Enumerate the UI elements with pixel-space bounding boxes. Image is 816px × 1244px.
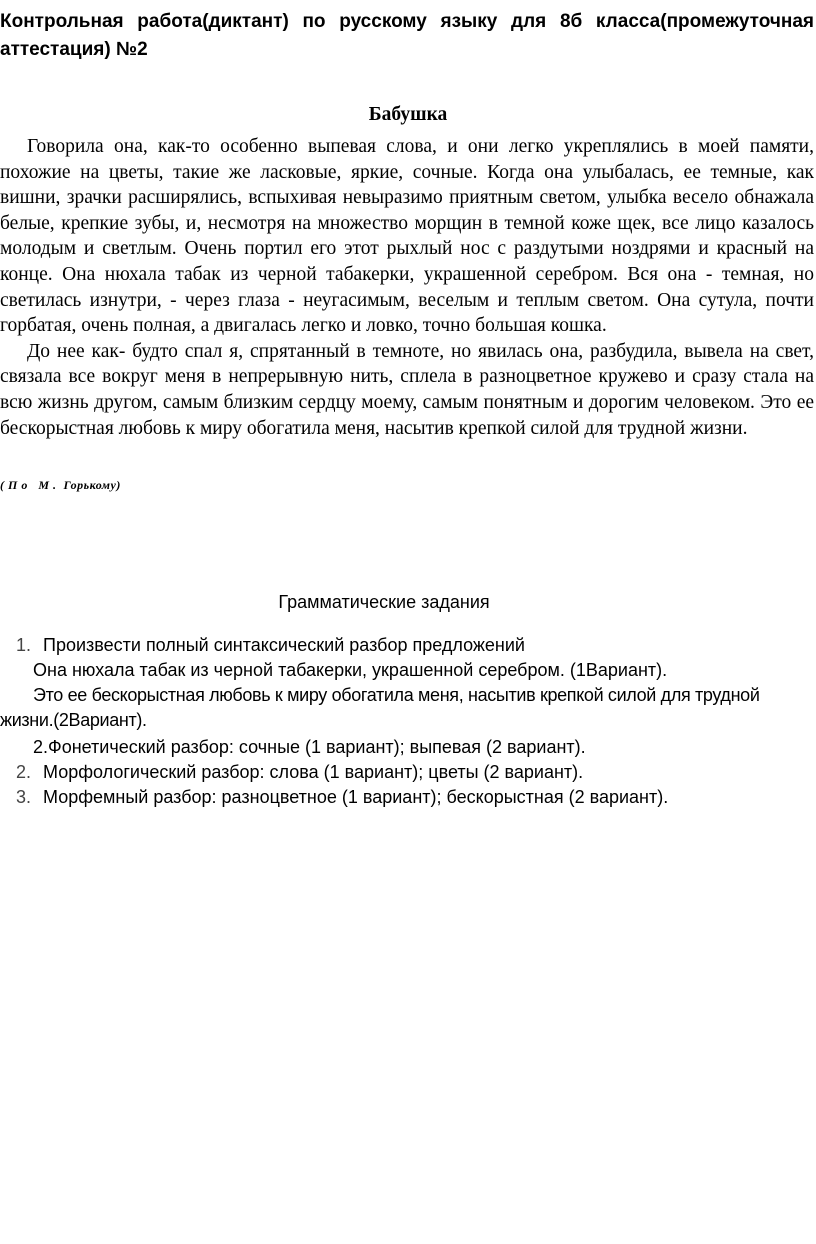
task-sentence-1: Она нюхала табак из черной табакерки, украшенной серебром. (1Вариант). [33, 660, 668, 680]
tasks-title: Грамматические задания [278, 592, 490, 612]
task-phonetic: 2.Фонетический разбор: сочные (1 вариант); выпевая (2 вариант). [33, 737, 586, 757]
task-item-2-text: Морфологический разбор: слова (1 вариант); цветы (2 вариант). [43, 762, 584, 782]
task-item-1-text: Произвести полный синтаксический разбор предложений [43, 635, 525, 655]
story-paragraph-2: До нее как- будто спал я, спрятанный в темноте, но явилась она, разбудила, вывела на свет, связала все вокруг меня в непрерывную нить, сплела в разноцветное кружево и сразу стала на всю жизнь другом, самым близким сердцу моему, самым понятным и дорогим человеком. Это ее бескорыстная любовь к миру обогатила меня, насытив крепкой силой для трудной жизни. [0, 340, 814, 439]
story-author: ( П о М . Горькому) [0, 478, 121, 492]
task-item-3-text: Морфемный разбор: разноцветное (1 вариант); бескорыстная (2 вариант). [43, 787, 669, 807]
task-sentence-2: Это ее бескорыстная любовь к миру обогатила меня, насытив крепкой силой для трудной жизни.(2Вариант). [0, 685, 760, 730]
task-item-3 [0, 785, 814, 810]
task-item-2-number: 2. [15, 762, 31, 782]
document-title: Контрольная работа(диктант) по русскому языку для 8б класса(промежуточная аттестация) №2 [0, 11, 814, 60]
task-item-1-number: 1. [15, 635, 31, 655]
task-item-1 [0, 633, 814, 658]
task-item-2 [0, 760, 814, 785]
task-item-3-number: 3. [15, 787, 31, 807]
story-paragraph-1: Говорила она, как-то особенно выпевая слова, и они легко укреплялись в моей памяти, похожие на цветы, такие же ласковые, яркие, сочные. Когда она улыбалась, ее темные, как вишни, зрачки расширялись, вспыхивая невыразимо приятным светом, улыбка весело обнажала белые, крепкие зубы, и, несмотря на множество морщин в темной коже щек, все лицо казалось молодым и светлым. Очень портил его этот рыхлый нос с раздутыми ноздрями и красный на конце. Она нюхала табак из черной табакерки, украшенной серебром. Вся она - темная, но светилась изнутри, - через глаза - неугасимым, веселым и теплым светом. Она сутула, почти горбатая, очень полная, а двигалась легко и ловко, точно большая кошка. [0, 136, 814, 337]
story-text [0, 134, 814, 441]
story-title: Бабушка [368, 104, 448, 125]
